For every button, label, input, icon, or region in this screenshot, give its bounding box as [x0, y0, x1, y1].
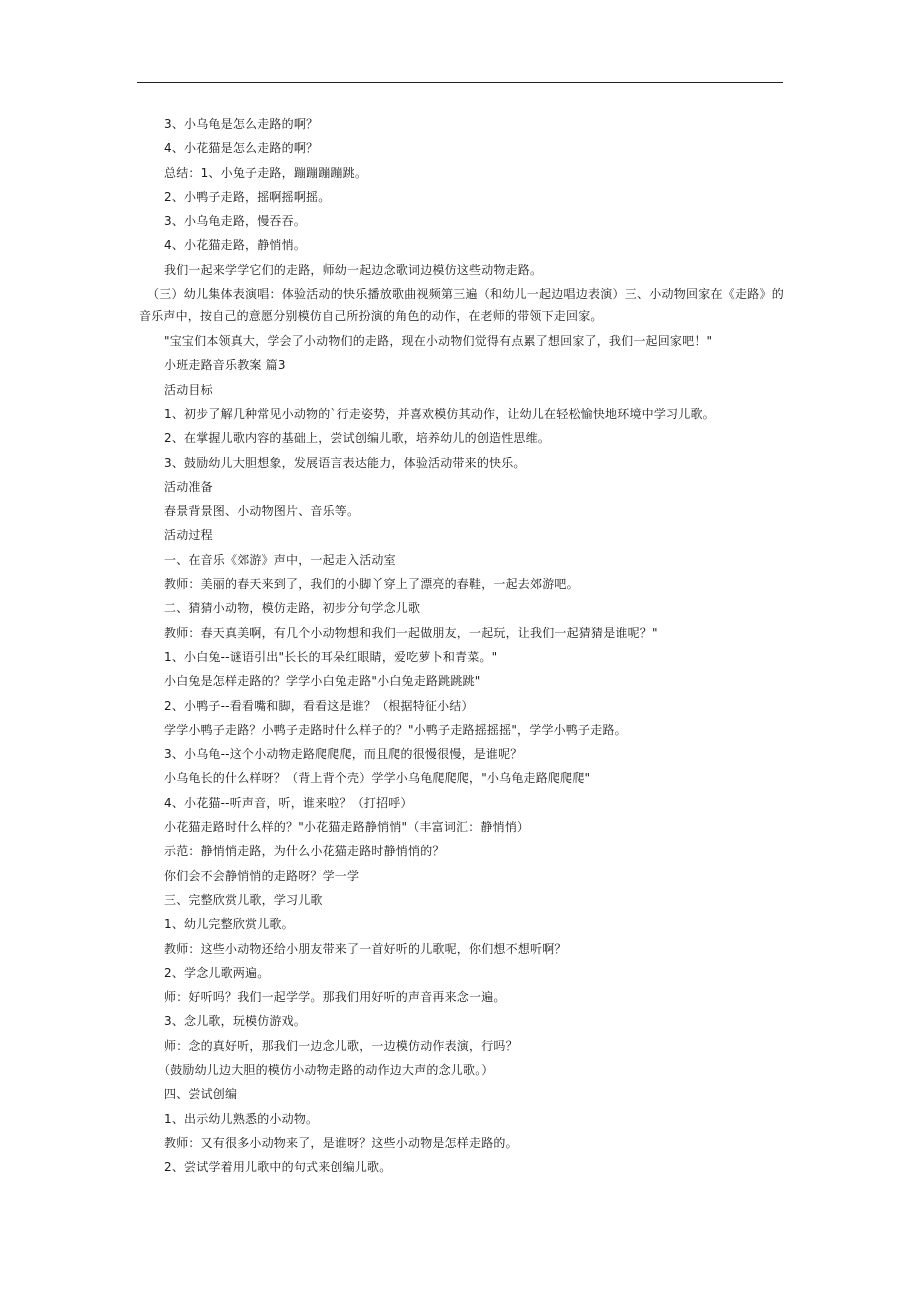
text-line: 小花猫走路时什么样的？"小花猫走路静悄悄"（丰富词汇：静悄悄） [164, 820, 530, 835]
text-line: 3、小乌龟--这个小动物走路爬爬爬，而且爬的很慢很慢，是谁呢？ [164, 747, 523, 762]
text-line: 四、尝试创编 [164, 1087, 238, 1102]
text-line: （鼓励幼儿边大胆的模仿小动物走路的动作边大声的念儿歌。） [158, 1062, 494, 1077]
text-line: 3、念儿歌，玩模仿游戏。 [164, 1014, 307, 1029]
text-line: 3、小乌龟是怎么走路的啊？ [164, 117, 319, 131]
text-line: 春景背景图、小动物图片、音乐等。 [164, 504, 360, 519]
text-line: 2、尝试学着用儿歌中的句式来创编儿歌。 [164, 1160, 392, 1175]
text-line: 三、完整欣赏儿歌，学习儿歌 [164, 892, 323, 907]
text-line: 学学小鸭子走路？小鸭子走路时什么样子的？"小鸭子走路摇摇摇"，学学小鸭子走路。 [164, 722, 627, 737]
text-line: 2、学念儿歌两遍。 [164, 965, 270, 980]
document-body [139, 112, 786, 1179]
text-line: 一、在音乐《郊游》声中，一起走入活动室 [164, 552, 396, 567]
text-line: 2、小鸭子--看看嘴和脚，看看这是谁？（根据特征小结） [164, 698, 474, 713]
text-line: 我们一起来学学它们的走路，师幼一起边念歌词边模仿这些动物走路。 [164, 262, 543, 277]
text-line: "宝宝们本领真大，学会了小动物们的走路，现在小动物们觉得有点累了想回家了，我们一起回家吧！" [164, 334, 713, 349]
text-paragraph: （三）幼儿集体表演唱：体验活动的快乐播放歌曲视频第三遍（和幼儿一起边唱边表演）三、小动物回家在《走路》的音乐声中，按自己的意愿分别模仿自己所扮演的角色的动作，在老师的带领下走回家。 [139, 287, 784, 324]
text-line: 教师：这些小动物还给小朋友带来了一首好听的儿歌呢，你们想不想听啊？ [164, 941, 567, 956]
text-line: 教师：美丽的春天来到了，我们的小脚丫穿上了漂亮的春鞋，一起去郊游吧。 [164, 577, 579, 592]
text-line: 4、小花猫--听声音，听，谁来啦？（打招呼） [164, 795, 413, 810]
text-line: 教师：又有很多小动物来了，是谁呀？这些小动物是怎样走路的。 [164, 1135, 518, 1150]
text-line: 1、出示幼儿熟悉的小动物。 [164, 1111, 319, 1126]
text-line: 4、小花猫是怎么走路的啊？ [164, 141, 319, 156]
subsection-heading: 活动过程 [164, 528, 213, 543]
text-line: 1、初步了解几种常见小动物的`行走姿势，并喜欢模仿其动作，让幼儿在轻松愉快地环境中学习儿歌。 [164, 406, 715, 421]
text-line: 1、小白兔--谜语引出"长长的耳朵红眼睛，爱吃萝卜和青菜。" [164, 649, 498, 664]
text-line: 师：念的真好听，那我们一边念儿歌，一边模仿动作表演，行吗？ [164, 1038, 518, 1053]
text-line: 3、鼓励幼儿大胆想象，发展语言表达能力，体验活动带来的快乐。 [164, 455, 526, 470]
text-line: 2、在掌握儿歌内容的基础上，尝试创编儿歌，培养幼儿的创造性思维。 [164, 431, 551, 446]
text-line: 教师：春天真美啊，有几个小动物想和我们一起做朋友，一起玩，让我们一起猜猜是谁呢？" [164, 625, 658, 640]
section-heading: 小班走路音乐教案 篇3 [164, 358, 286, 373]
text-line: 二、猜猜小动物，模仿走路，初步分句学念儿歌 [164, 601, 421, 616]
text-line: 小乌龟长的什么样呀？（背上背个壳）学学小乌龟爬爬爬，"小乌龟走路爬爬爬" [164, 771, 591, 786]
text-line: 小白兔是怎样走路的？学学小白兔走路"小白兔走路跳跳跳" [164, 674, 481, 689]
text-line: 示范：静悄悄走路，为什么小花猫走路时静悄悄的？ [164, 844, 445, 859]
text-line: 3、小乌龟走路，慢吞吞。 [164, 214, 307, 229]
text-line: 4、小花猫走路，静悄悄。 [164, 238, 307, 253]
text-line: 师：好听吗？我们一起学学。那我们用好听的声音再来念一遍。 [164, 990, 506, 1005]
text-line: 总结：1、小兔子走路，蹦蹦蹦蹦跳。 [164, 165, 368, 180]
subsection-heading: 活动目标 [164, 382, 213, 397]
subsection-heading: 活动准备 [164, 479, 213, 494]
text-line: 1、幼儿完整欣赏儿歌。 [164, 917, 294, 932]
text-line: 你们会不会静悄悄的走路呀？学一学 [164, 868, 360, 883]
text-line: 2、小鸭子走路，摇啊摇啊摇。 [164, 189, 331, 204]
header-divider [137, 82, 783, 83]
